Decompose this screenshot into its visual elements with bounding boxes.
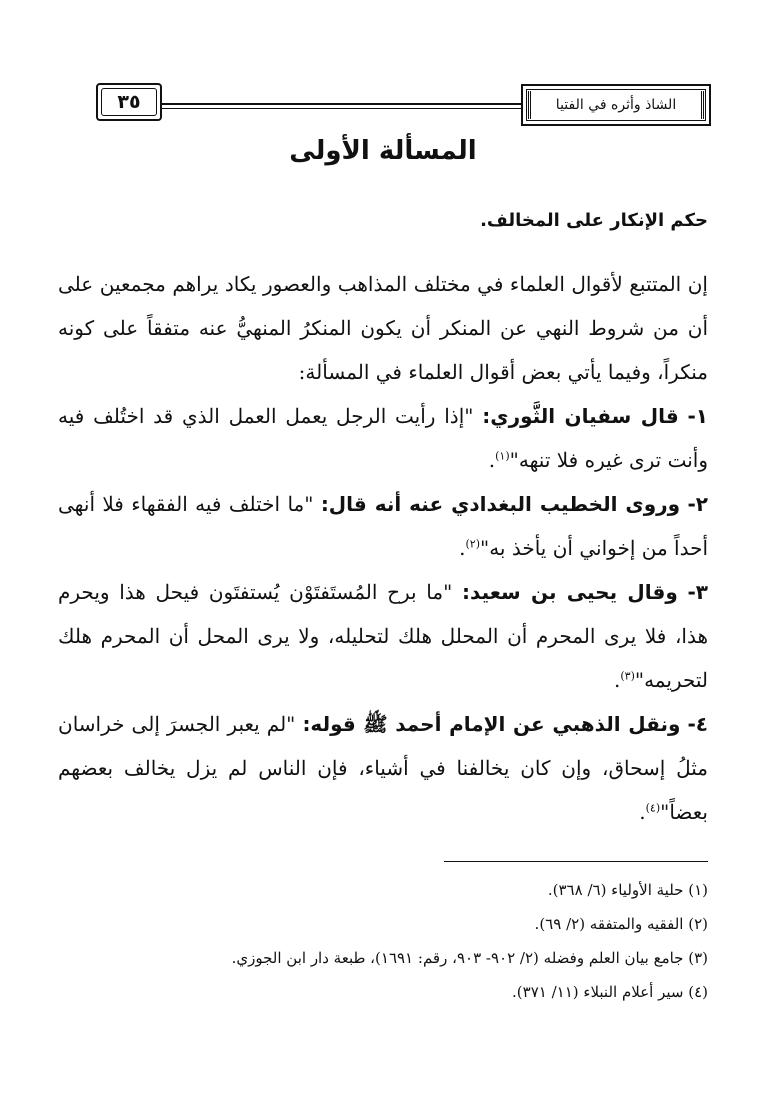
body-text bbox=[58, 262, 708, 834]
page-number-frame bbox=[96, 83, 162, 121]
section-title: المسألة الأولى bbox=[289, 136, 477, 166]
quote-speaker: ونقل الذهبي عن الإمام أحمد ﷺ قوله: bbox=[302, 712, 681, 736]
running-title-frame bbox=[521, 84, 711, 126]
quote-text: "لم يعبر الجسرَ إلى خراسان مثلُ إسحاق، وإن كان يخالفنا في أشياء، فإن الناس لم يزل يخالف بعضهم بعضاً" bbox=[58, 712, 708, 824]
quote-text: "ما اختلف فيه الفقهاء فلا أنهى أحداً من إخواني أن يأخذ به" bbox=[58, 492, 708, 560]
footnote-ref: (٤) bbox=[645, 801, 661, 815]
quote-speaker: قال سفيان الثَّوري: bbox=[482, 404, 679, 428]
quote-paragraph-1 bbox=[58, 394, 708, 482]
quote-text: "ما برح المُستَفتَوْن يُستفتَون فيحل هذا ويحرم هذا، فلا يرى المحرم أن المحلل هلك لتحليله، ولا يرى المحل أن المحرم هلك لتحريمه" bbox=[58, 580, 708, 692]
quote-number: ١- bbox=[687, 404, 708, 428]
footnote-4: (٤) سير أعلام النبلاء (١١/ ٣٧١). bbox=[512, 983, 708, 1001]
quote-text: "إذا رأيت الرجل يعمل العمل الذي قد اختُلف فيه وأنت ترى غيره فلا تنهه" bbox=[58, 404, 708, 472]
intro-paragraph: إن المتتبع لأقوال العلماء في مختلف المذاهب والعصور يكاد يراهم مجمعين على أن من شروط النهي عن المنكر أن يكون المنكرُ المنهيُّ عنه متفقاً على كونه منكراً، وفيما يأتي بعض أقوال العلماء في المسألة: bbox=[58, 272, 708, 384]
quote-end: . bbox=[639, 800, 646, 824]
quote-speaker: وقال يحيى بن سعيد: bbox=[462, 580, 678, 604]
quote-end: . bbox=[614, 668, 621, 692]
quote-speaker: وروى الخطيب البغدادي عنه أنه قال: bbox=[320, 492, 681, 516]
quote-number: ٤- bbox=[687, 712, 708, 736]
running-title: الشاذ وأثره في الفتيا bbox=[555, 97, 677, 113]
quote-end: . bbox=[488, 448, 496, 472]
subheading: حكم الإنكار على المخالف. bbox=[480, 210, 708, 231]
footnotes bbox=[58, 873, 708, 1009]
footnote-ref: (١) bbox=[495, 449, 510, 463]
quote-end: . bbox=[459, 536, 466, 560]
footnote-ref: (٣) bbox=[620, 669, 635, 683]
quote-paragraph-3 bbox=[58, 570, 708, 702]
page-number: ٣٥ bbox=[117, 91, 141, 113]
quote-number: ٢- bbox=[687, 492, 709, 516]
quote-paragraph-2 bbox=[58, 482, 708, 570]
footnote-ref: (٢) bbox=[465, 537, 480, 551]
footnote-3: (٣) جامع بيان العلم وفضله (٢/ ٩٠٢- ٩٠٣، رقم: ١٦٩١)، طبعة دار ابن الجوزي. bbox=[231, 949, 708, 967]
footnote-separator bbox=[444, 861, 708, 862]
quote-paragraph-4 bbox=[58, 702, 708, 834]
quote-number: ٣- bbox=[687, 580, 708, 604]
footnote-2: (٢) الفقيه والمتفقه (٢/ ٦٩). bbox=[534, 915, 708, 933]
footnote-1: (١) حلية الأولياء (٦/ ٣٦٨). bbox=[547, 881, 708, 899]
